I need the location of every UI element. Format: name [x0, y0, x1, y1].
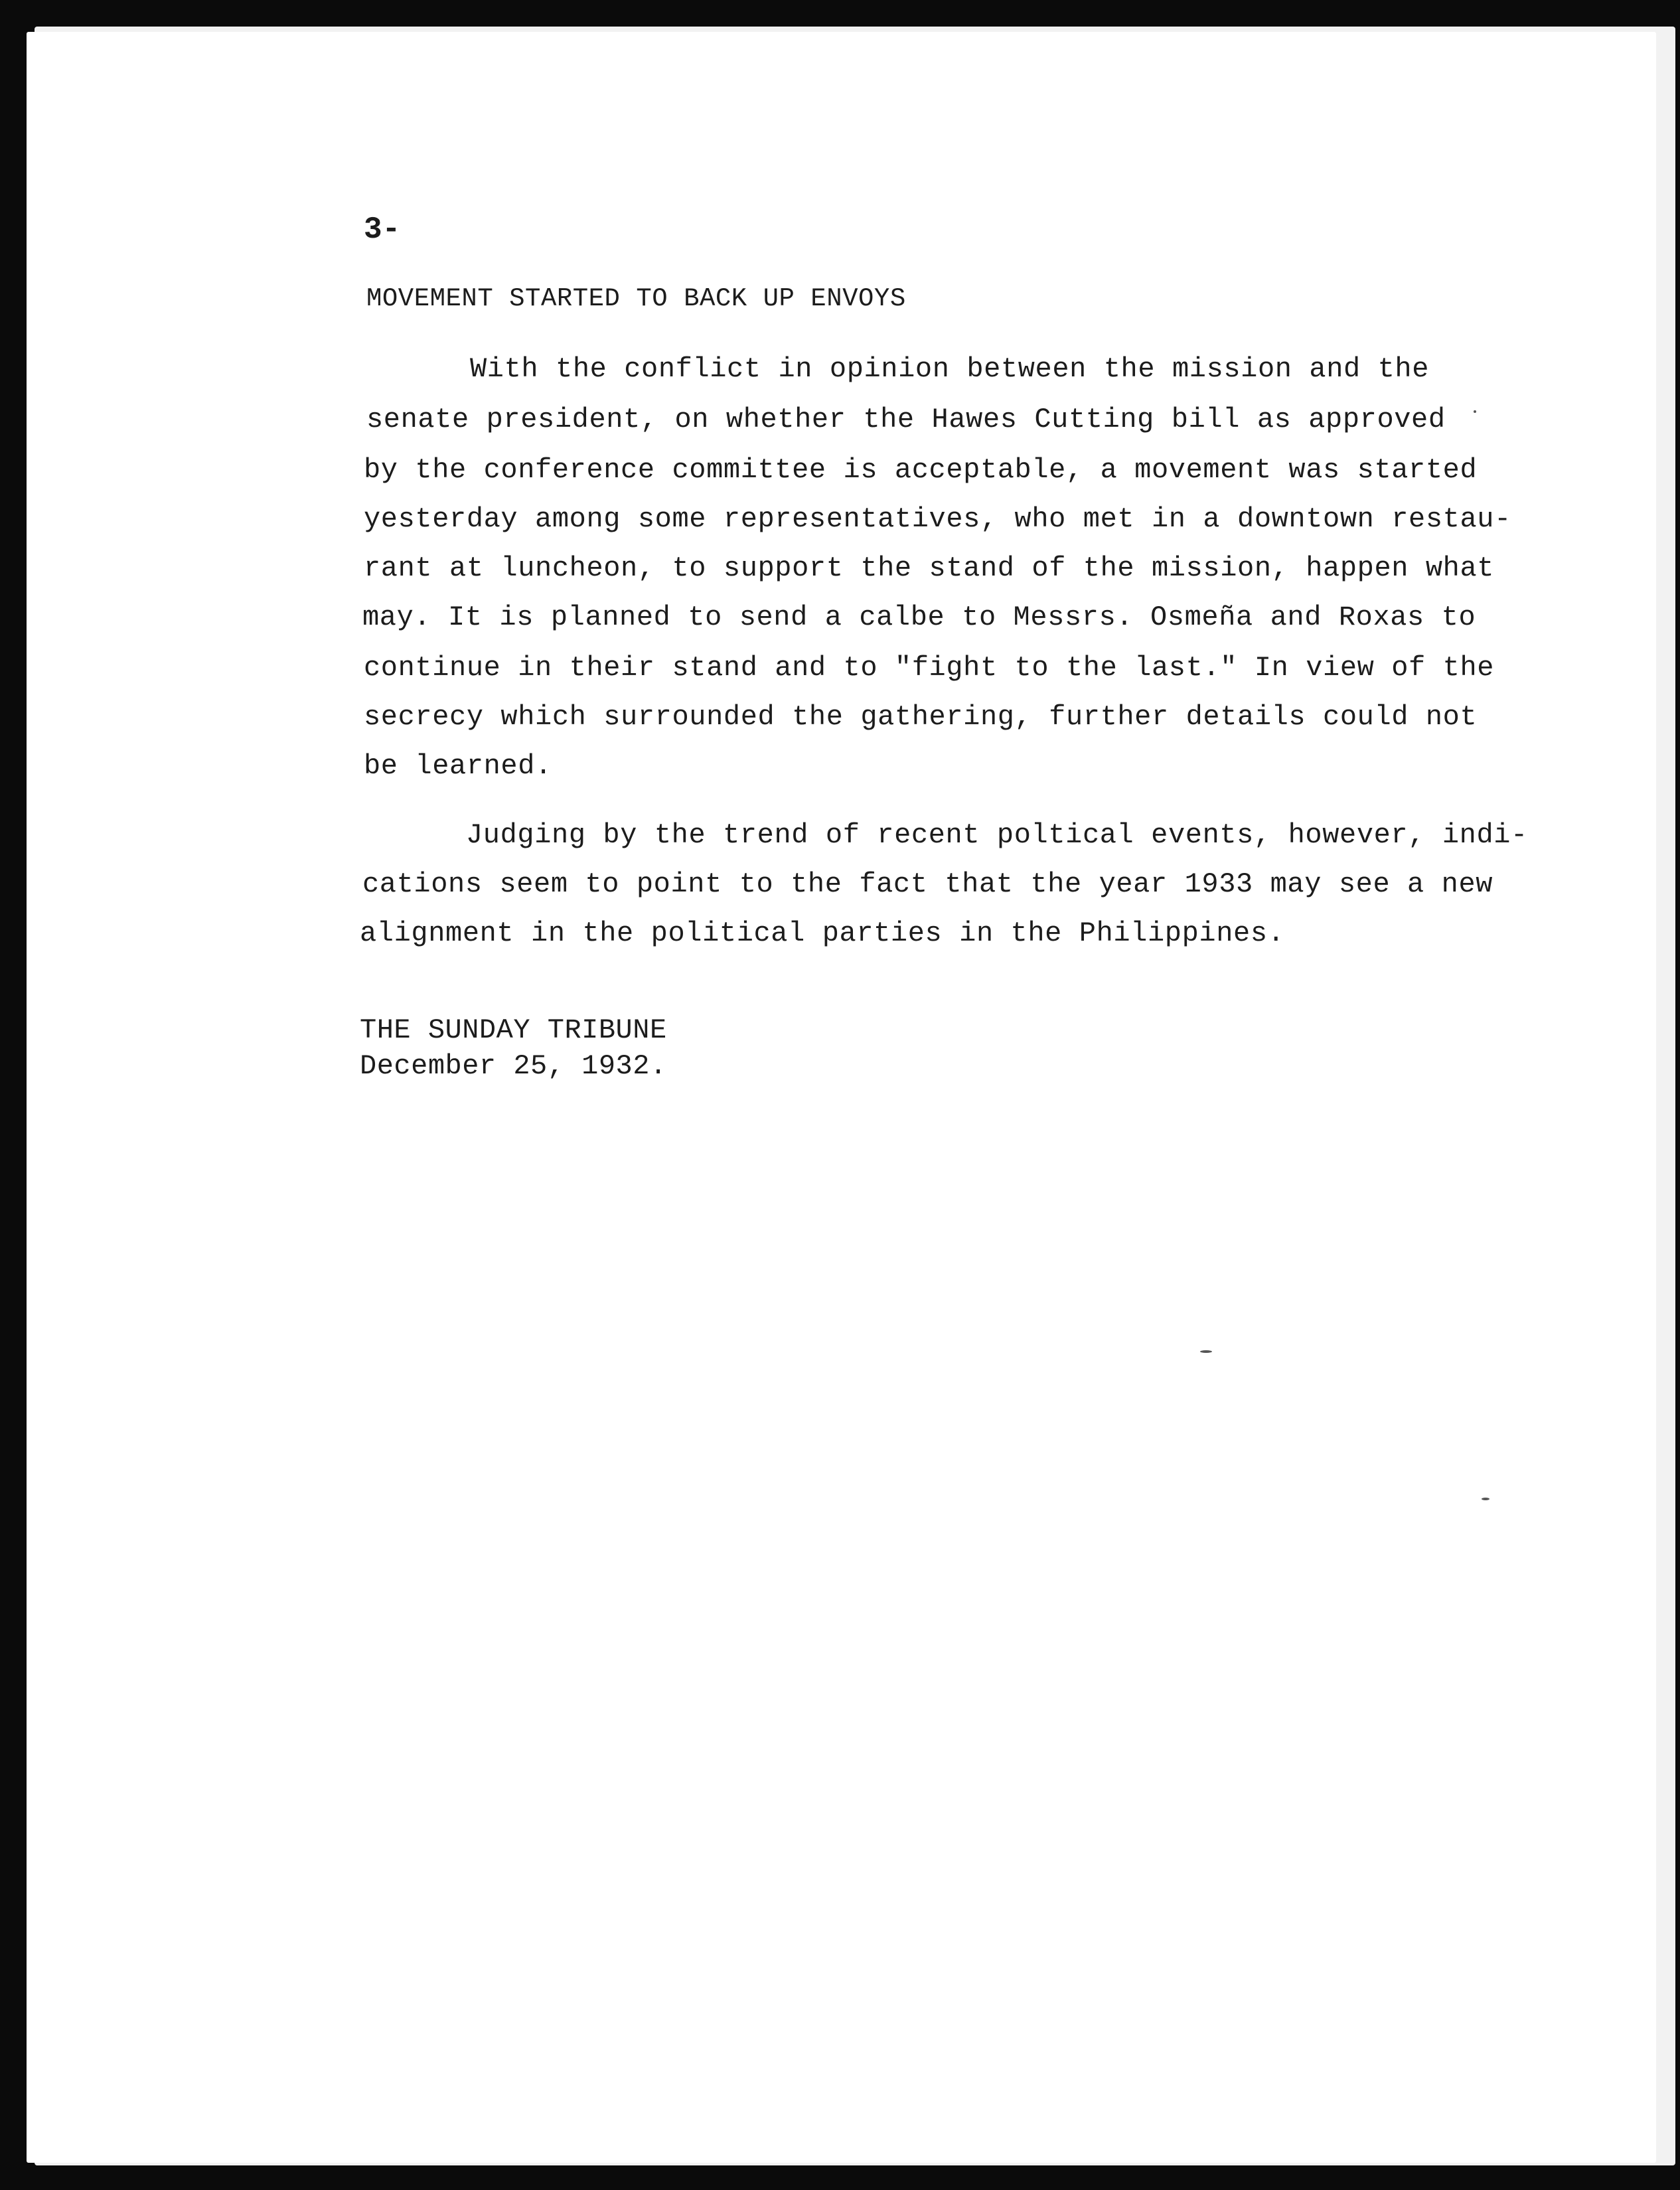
text-line: secrecy which surrounded the gathering, further details could not — [364, 701, 1478, 733]
document-page — [27, 32, 1656, 2163]
source-name: THE SUNDAY TRIBUNE — [360, 1014, 667, 1046]
text-line: rant at luncheon, to support the stand of the mission, happen what — [364, 552, 1495, 584]
scan-speck — [1200, 1350, 1212, 1353]
scan-speck — [1482, 1498, 1489, 1500]
text-line: Judging by the trend of recent poltical events, however, indi- — [466, 819, 1528, 851]
text-line: cations seem to point to the fact that the year 1933 may see a new — [362, 868, 1493, 900]
text-line: may. It is planned to send a calbe to Messrs. Osmeña and Roxas to — [362, 601, 1476, 633]
text-line: be learned. — [364, 750, 552, 782]
page-number: 3- — [364, 212, 401, 247]
text-line: With the conflict in opinion between the mission and the — [470, 353, 1430, 385]
headline: MOVEMENT STARTED TO BACK UP ENVOYS — [366, 284, 906, 313]
text-line: yesterday among some representatives, who met in a downtown restau- — [364, 503, 1511, 535]
text-line: by the conference committee is acceptable, a movement was started — [364, 454, 1478, 486]
source-date: December 25, 1932. — [360, 1050, 667, 1082]
scan-speck — [1474, 410, 1476, 413]
text-line: continue in their stand and to "fight to the last." In view of the — [364, 652, 1495, 684]
text-line: alignment in the political parties in the Philippines. — [360, 917, 1285, 949]
text-line: senate president, on whether the Hawes Cutting bill as approved — [366, 404, 1446, 435]
